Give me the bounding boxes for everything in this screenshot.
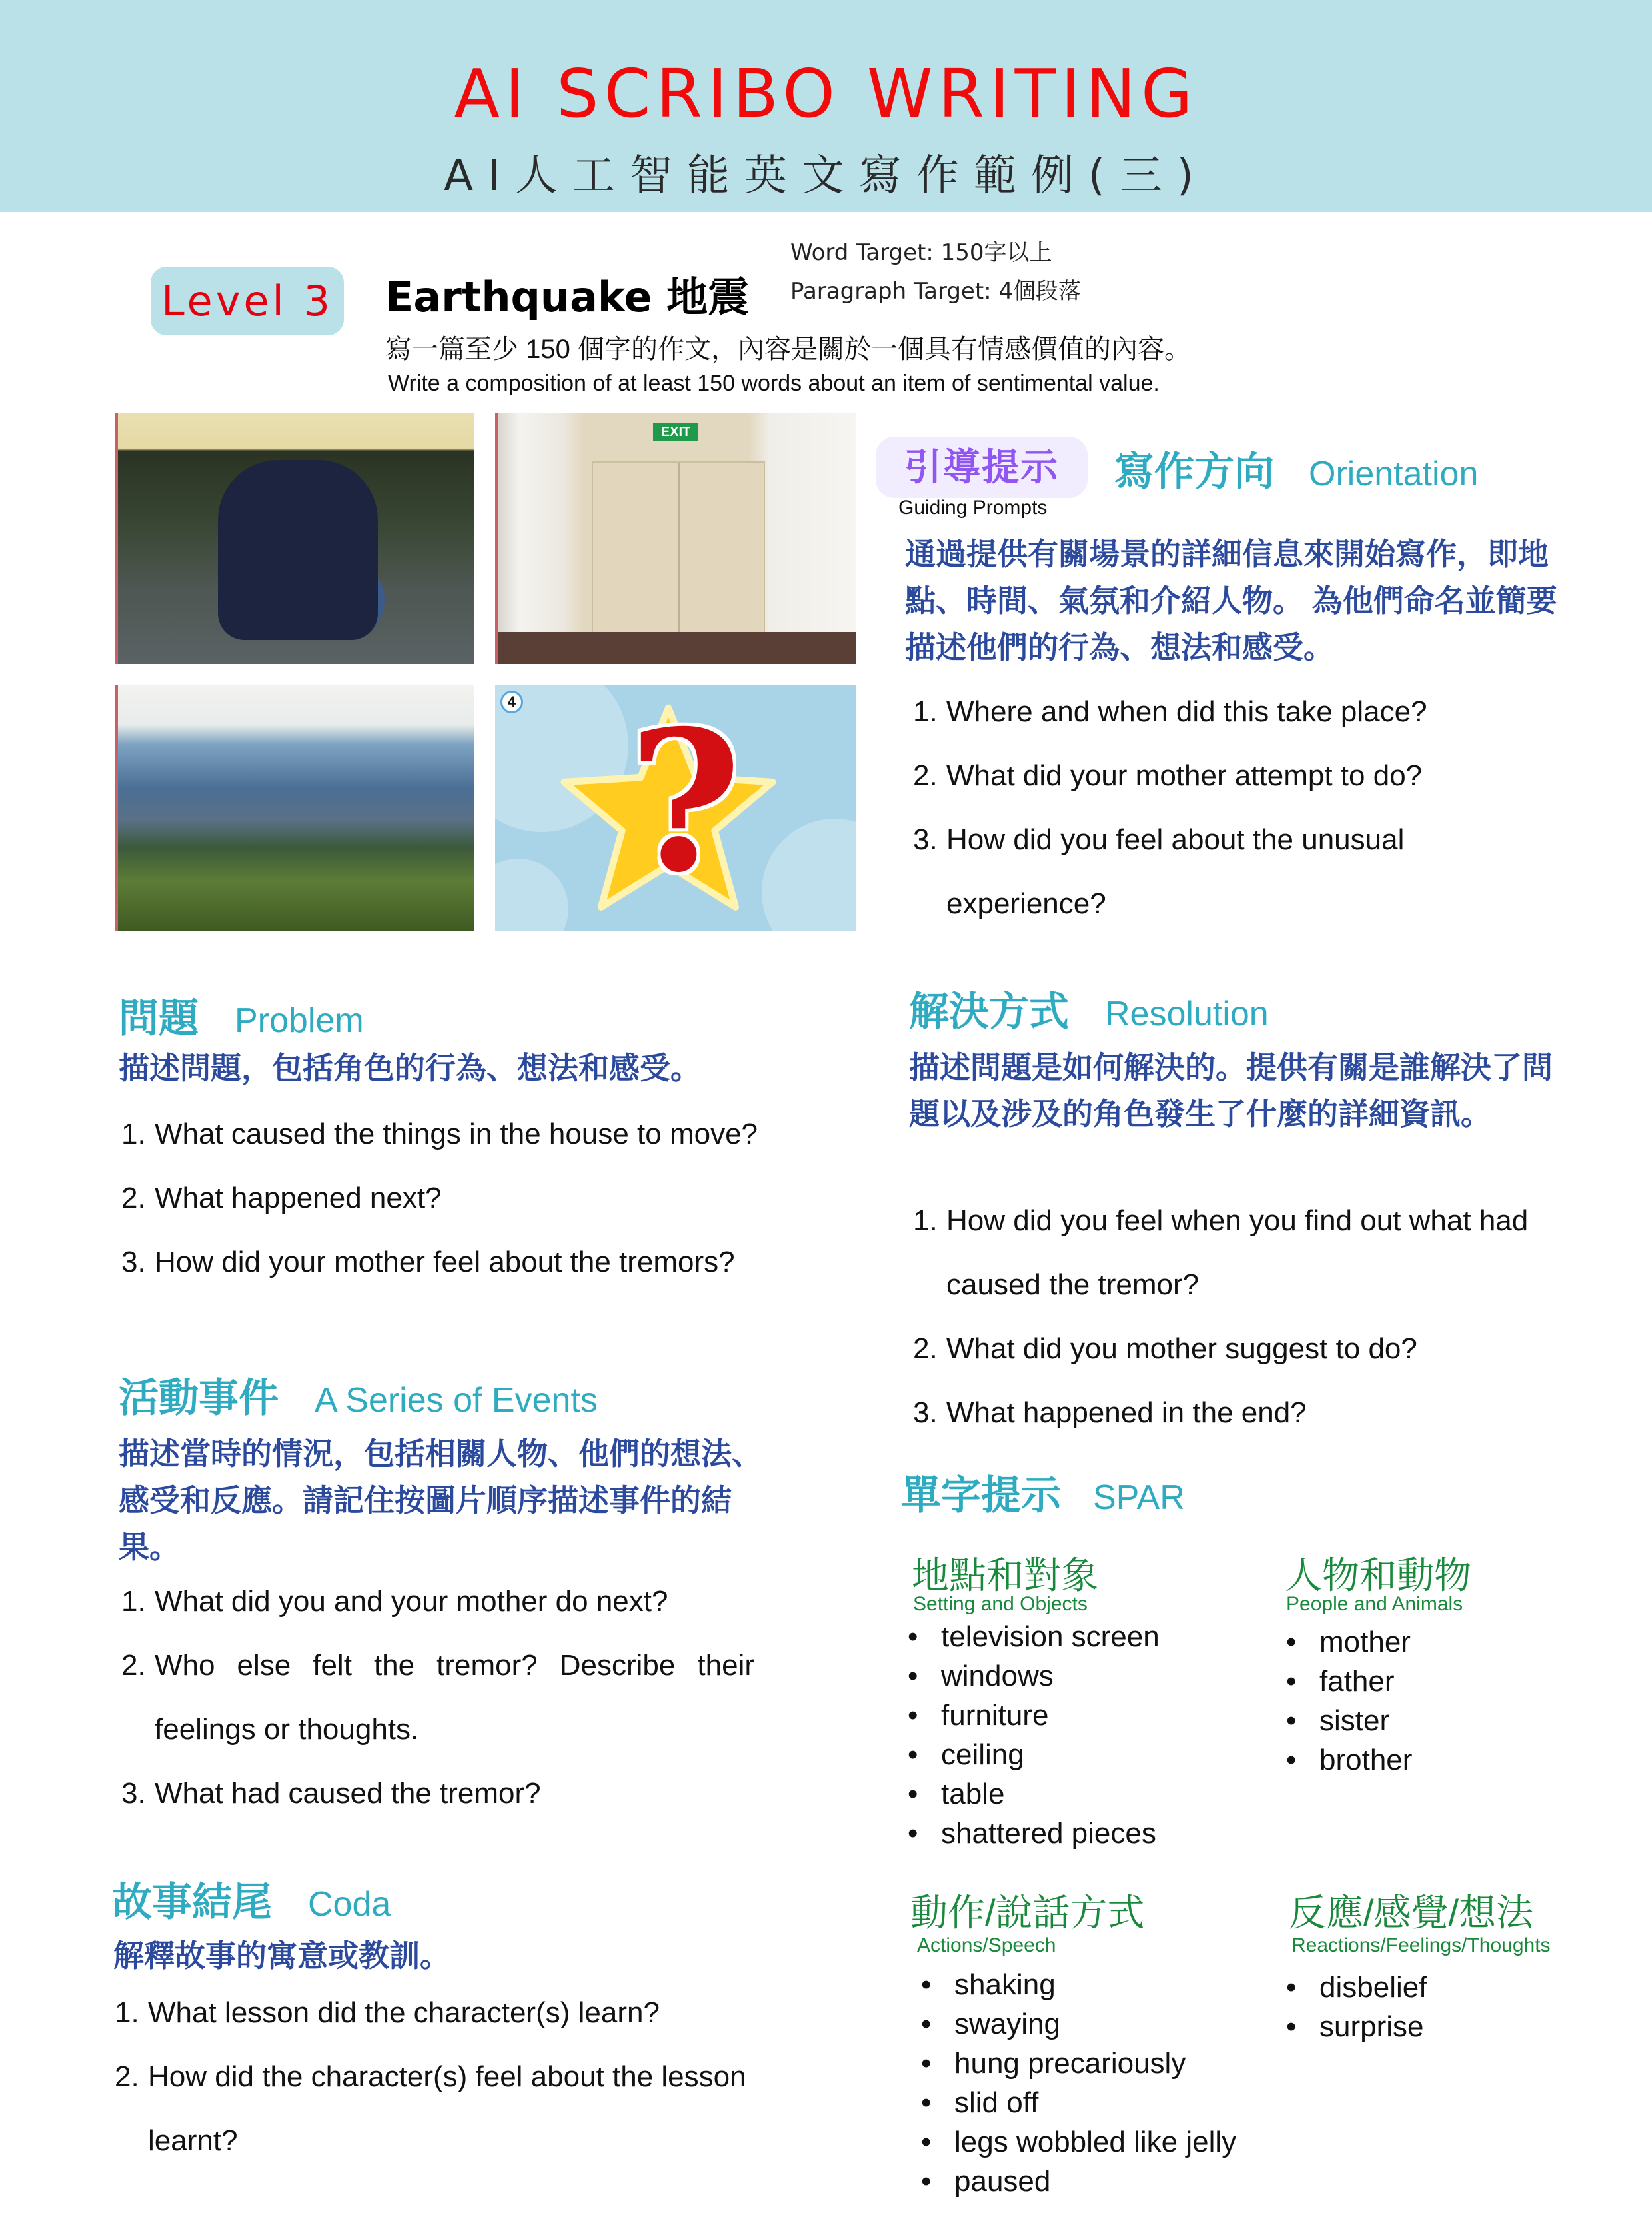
vocab-item: • furniture <box>908 1696 1160 1735</box>
image-exit-door <box>495 413 856 664</box>
guiding-prompts-pill: 引導提示 <box>876 437 1088 498</box>
problem-questions <box>121 1103 868 1294</box>
vocab-group-setting-en: Setting and Objects <box>913 1593 1088 1615</box>
section-spar-heading <box>901 1464 1185 1521</box>
section-orientation-desc: 通過提供有關場景的詳細信息來開始寫作，即地點、時間、氣氛和介紹人物。 為他們命名並簡要描述他們的行為、想法和感受。 <box>905 537 1557 665</box>
vocab-item: • swaying <box>921 2004 1236 2044</box>
page-header <box>0 0 1652 212</box>
question-item: 2. Who else felt the tremor? Describe their feelings or thoughts. <box>121 1649 754 1746</box>
guiding-prompts-label: Guiding Prompts <box>898 497 1048 519</box>
image-mountains <box>115 685 474 931</box>
question-item: 2. What happened next? <box>121 1182 442 1214</box>
section-zh: 單字提示 <box>901 1473 1061 1518</box>
question-mark-icon: ? <box>628 689 742 915</box>
question-item: 3. How did your mother feel about the tremors? <box>121 1246 735 1278</box>
question-item: 1. What caused the things in the house to move? <box>121 1118 758 1150</box>
vocab-list-setting <box>908 1617 1160 1853</box>
task-description-en: Write a composition of at least 150 words about an item of sentimental value. <box>388 371 1160 396</box>
section-zh: 故事結尾 <box>112 1880 272 1924</box>
image-question-star <box>495 685 856 931</box>
vocab-group-reactions-en: Reactions/Feelings/Thoughts <box>1291 1934 1551 1956</box>
topic-title: Earthquake 地震 <box>385 273 750 321</box>
question-item: 2. What did your mother attempt to do? <box>913 759 1423 792</box>
vocab-item: • slid off <box>921 2083 1236 2122</box>
section-resolution-heading <box>909 980 1269 1037</box>
vocab-item: • brother <box>1286 1740 1412 1780</box>
vocab-group-actions-zh: 動作/說話方式 <box>910 1892 1145 1934</box>
section-en: SPAR <box>1093 1478 1185 1517</box>
vocab-item: • television screen <box>908 1617 1160 1656</box>
section-orientation-heading <box>1114 440 1478 497</box>
vocab-group-setting-zh: 地點和對象 <box>912 1554 1098 1596</box>
vocab-item: • ceiling <box>908 1735 1160 1774</box>
vocab-item: • shattered pieces <box>908 1814 1160 1853</box>
section-en: Coda <box>308 1885 391 1924</box>
vocab-list-actions <box>921 1965 1236 2201</box>
section-resolution-desc: 描述問題是如何解決的。提供有關是誰解決了問題以及涉及的角色發生了什麼的詳細資訊。 <box>909 1050 1553 1131</box>
vocab-item: • legs wobbled like jelly <box>921 2122 1236 2162</box>
section-coda-desc: 解釋故事的寓意或教訓。 <box>113 1938 450 1973</box>
page-title: AI SCRIBO WRITING <box>454 55 1198 133</box>
door-shape <box>592 461 765 635</box>
question-item: 1. What lesson did the character(s) learn? <box>115 1996 660 2029</box>
vocab-group-people-zh: 人物和動物 <box>1285 1554 1471 1596</box>
question-item: 3. How did you feel about the unusual experience? <box>913 823 1405 920</box>
vocab-item: • sister <box>1286 1701 1412 1740</box>
number-badge: 4 <box>500 691 523 713</box>
section-en: Resolution <box>1105 995 1269 1033</box>
section-events-heading <box>119 1366 598 1424</box>
vocab-item: • disbelief <box>1286 1968 1427 2007</box>
vocab-item: • table <box>908 1774 1160 1814</box>
vocab-group-reactions-zh: 反應/感覺/想法 <box>1289 1892 1534 1934</box>
paragraph-target: Paragraph Target: 4個段落 <box>790 278 1082 305</box>
vocab-item: • paused <box>921 2162 1236 2201</box>
section-zh: 活動事件 <box>119 1376 279 1420</box>
vocab-item: • windows <box>908 1656 1160 1696</box>
events-questions <box>121 1570 774 1826</box>
vocab-item: • mother <box>1286 1622 1412 1662</box>
word-target: Word Target: 150字以上 <box>790 239 1052 266</box>
vocab-item: • shaking <box>921 1965 1236 2004</box>
vocab-group-people-en: People and Animals <box>1286 1593 1463 1615</box>
targets <box>790 233 1081 311</box>
exit-sign: EXIT <box>653 423 698 441</box>
vocab-item: • father <box>1286 1662 1412 1701</box>
image-crouching-under-desk <box>115 413 474 664</box>
page-subtitle: AI人工智能英文寫作範例(三) <box>444 151 1208 201</box>
vocab-list-people <box>1286 1622 1412 1780</box>
question-item: 2. What did you mother suggest to do? <box>913 1332 1417 1365</box>
section-events-desc: 描述當時的情況，包括相關人物、他們的想法、感受和反應。請記住按圖片順序描述事件的結果。 <box>119 1436 762 1564</box>
section-en: Problem <box>235 1001 364 1040</box>
question-item: 1. What did you and your mother do next? <box>121 1585 668 1618</box>
section-zh: 解決方式 <box>909 989 1069 1034</box>
question-item: 1. Where and when did this take place? <box>913 695 1427 728</box>
question-item: 1. How did you feel when you find out what had caused the tremor? <box>913 1204 1529 1301</box>
vocab-group-actions-en: Actions/Speech <box>917 1934 1056 1956</box>
section-problem-heading <box>119 987 364 1044</box>
section-en: A Series of Events <box>315 1381 598 1420</box>
question-item: 3. What happened in the end? <box>913 1396 1307 1429</box>
question-item: 3. What had caused the tremor? <box>121 1777 541 1810</box>
coda-questions <box>115 1981 754 2173</box>
section-problem-desc: 描述問題，包括角色的行為、想法和感受。 <box>119 1051 701 1085</box>
question-item: 2. How did the character(s) feel about the lesson learnt? <box>115 2060 746 2157</box>
vocab-list-reactions <box>1286 1968 1427 2046</box>
vocab-item: • hung precariously <box>921 2044 1236 2083</box>
section-zh: 寫作方向 <box>1114 449 1274 494</box>
section-zh: 問題 <box>119 996 199 1041</box>
floor-shape <box>498 632 856 664</box>
orientation-questions <box>913 680 1539 936</box>
task-description-zh: 寫一篇至少 150 個字的作文，內容是關於一個具有情感價值的內容。 <box>385 335 1191 364</box>
vocab-item: • surprise <box>1286 2007 1427 2046</box>
level-badge: Level 3 <box>151 267 344 335</box>
person-shape <box>218 460 378 640</box>
resolution-questions <box>913 1189 1566 1445</box>
section-coda-heading <box>112 1870 391 1928</box>
section-en: Orientation <box>1309 455 1479 493</box>
